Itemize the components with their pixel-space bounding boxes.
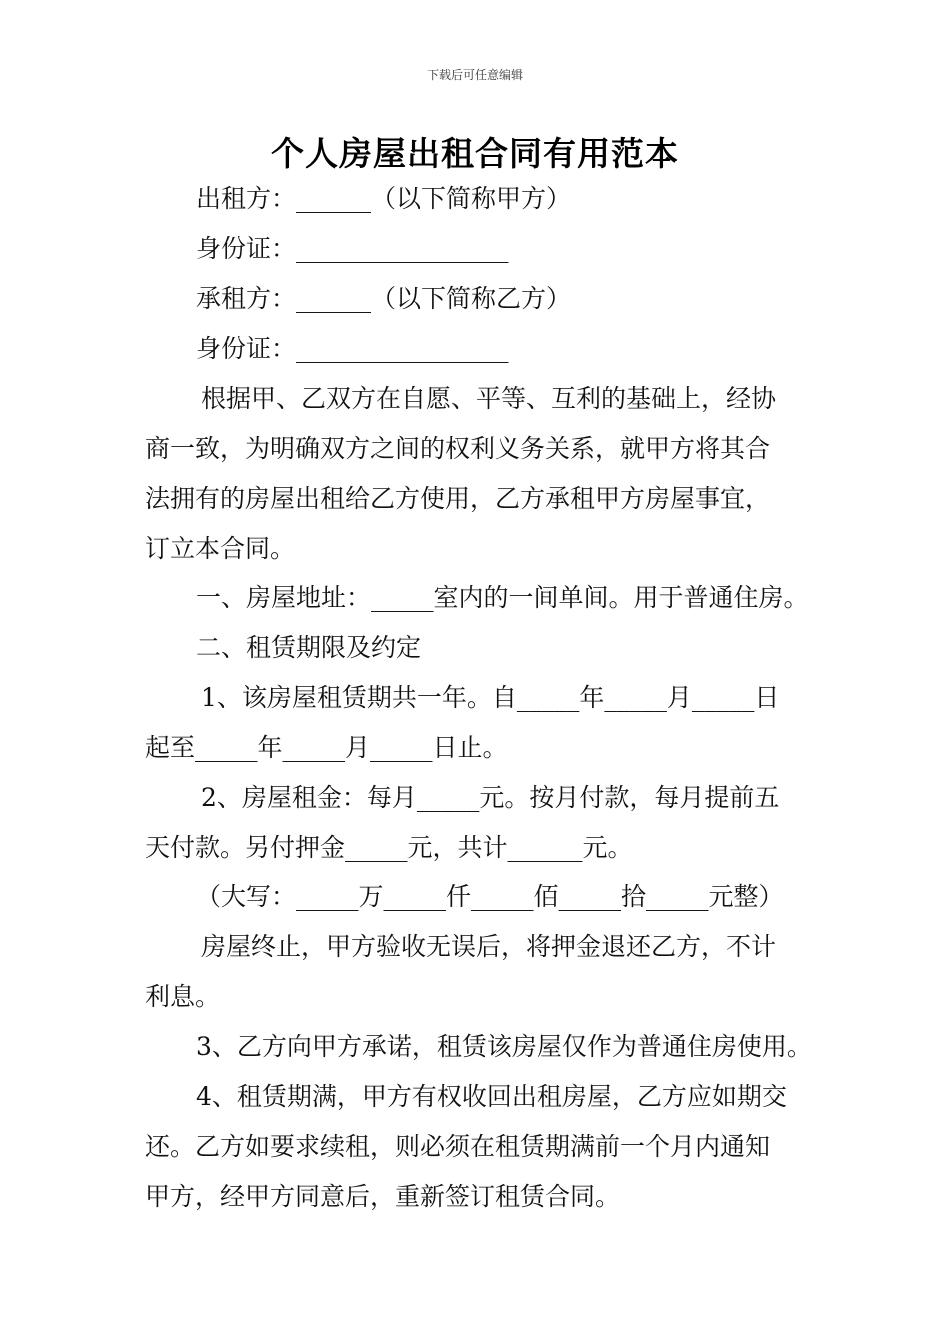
intro-paragraph-line: 法拥有的房屋出租给乙方使用，乙方承租甲方房屋事宜， <box>145 484 771 513</box>
clause-1-line: 起至_____年_____月_____日止。 <box>145 733 508 762</box>
clause-4-line: 4、租赁期满，甲方有权收回出租房屋，乙方应如期交 <box>196 1082 787 1111</box>
clause-2-line: 2、房屋租金：每月_____元。按月付款，每月提前五 <box>201 783 780 812</box>
lessee-id-line: 身份证：_________________ <box>196 334 509 363</box>
intro-paragraph-line: 订立本合同。 <box>145 534 296 563</box>
intro-paragraph-line: 商一致，为明确双方之间的权利义务关系，就甲方将其合 <box>145 434 771 463</box>
clause-term-heading: 二、租赁期限及约定 <box>196 633 422 662</box>
deposit-return-line: 房屋终止，甲方验收无误后，将押金退还乙方，不计 <box>201 932 777 961</box>
lessee-line: 承租方：______（以下简称乙方） <box>196 284 572 313</box>
header-note: 下载后可任意编辑 <box>426 68 523 82</box>
intro-paragraph-line: 根据甲、乙双方在自愿、平等、互利的基础上，经协 <box>201 384 777 413</box>
deposit-return-line: 利息。 <box>145 982 221 1011</box>
clause-3-line: 3、乙方向甲方承诺，租赁该房屋仅作为普通住房使用。 <box>196 1032 812 1061</box>
lessor-line: 出租方：______（以下简称甲方） <box>196 184 572 213</box>
clause-1-line: 1、该房屋租赁期共一年。自_____年_____月_____日 <box>201 683 780 712</box>
clause-address: 一、房屋地址：_____室内的一间单间。用于普通住房。 <box>196 583 809 612</box>
clause-2-line: 天付款。另付押金_____元，共计______元。 <box>145 833 633 862</box>
lessor-id-line: 身份证：_________________ <box>196 234 509 263</box>
clause-4-line: 甲方，经甲方同意后，重新签订租赁合同。 <box>145 1182 621 1211</box>
clause-2-amount-in-words: （大写：_____万_____仟_____佰_____拾_____元整） <box>196 882 784 911</box>
page-title: 个人房屋出租合同有用范本 <box>271 134 679 173</box>
clause-4-line: 还。乙方如要求续租，则必须在租赁期满前一个月内通知 <box>145 1132 771 1161</box>
